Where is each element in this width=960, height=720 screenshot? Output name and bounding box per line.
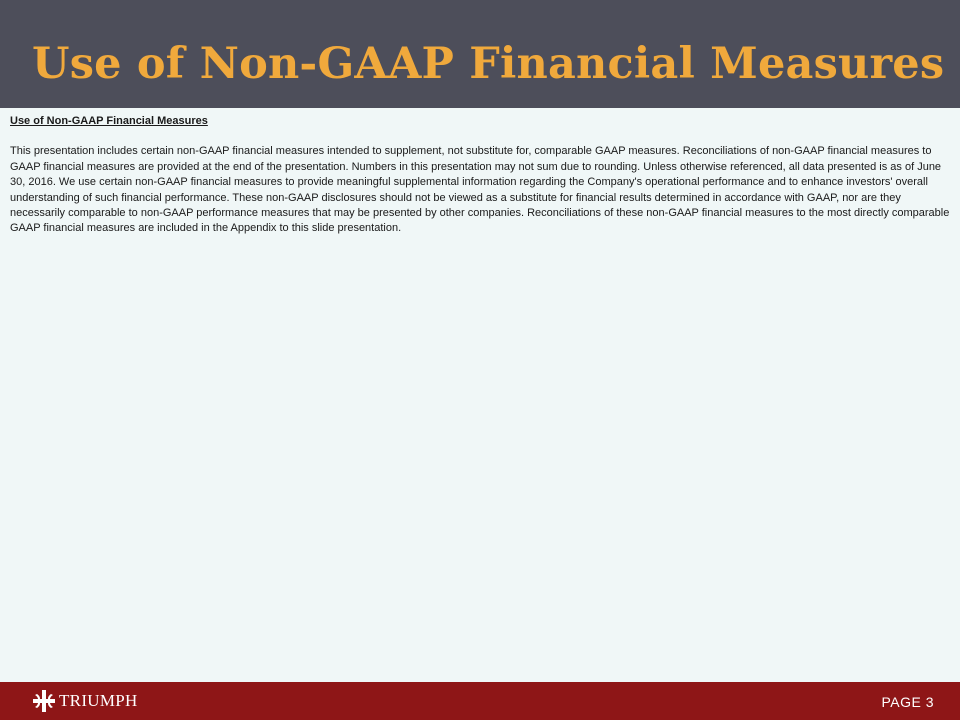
slide-title: Use of Non-GAAP Financial Measures (32, 39, 945, 89)
triumph-cross-logo-icon (33, 690, 55, 712)
slide-footer (0, 682, 960, 720)
slide-content (10, 114, 950, 237)
page-number: PAGE 3 (881, 694, 934, 710)
disclosure-paragraph: This presentation includes certain non-GAAP financial measures intended to supplement, not substitute for, comparable GAAP measures. Reconciliations of non-GAAP financial measures to GAAP financial measures are provided at the end of the presentation. Numbers in this presentation may not sum due to rounding. Unless otherwise referenced, all data presented is as of June 30, 2016. We use certain non-GAAP financial measures to provide meaningful supplemental information regarding the Company's operational performance and to enhance investors' overall understanding of such financial performance. These non-GAAP disclosures should not be viewed as a substitute for financial results determined in accordance with GAAP, nor are they necessarily comparable to non-GAAP performance measures that may be presented by other companies. Reconciliations of these non-GAAP financial measures to the most directly comparable GAAP financial measures are included in the Appendix to this slide presentation. (10, 145, 950, 235)
company-logo (33, 689, 138, 713)
section-heading: Use of Non-GAAP Financial Measures (10, 115, 208, 127)
slide-header (0, 0, 960, 108)
logo-wordmark: TRIUMPH (59, 691, 138, 710)
